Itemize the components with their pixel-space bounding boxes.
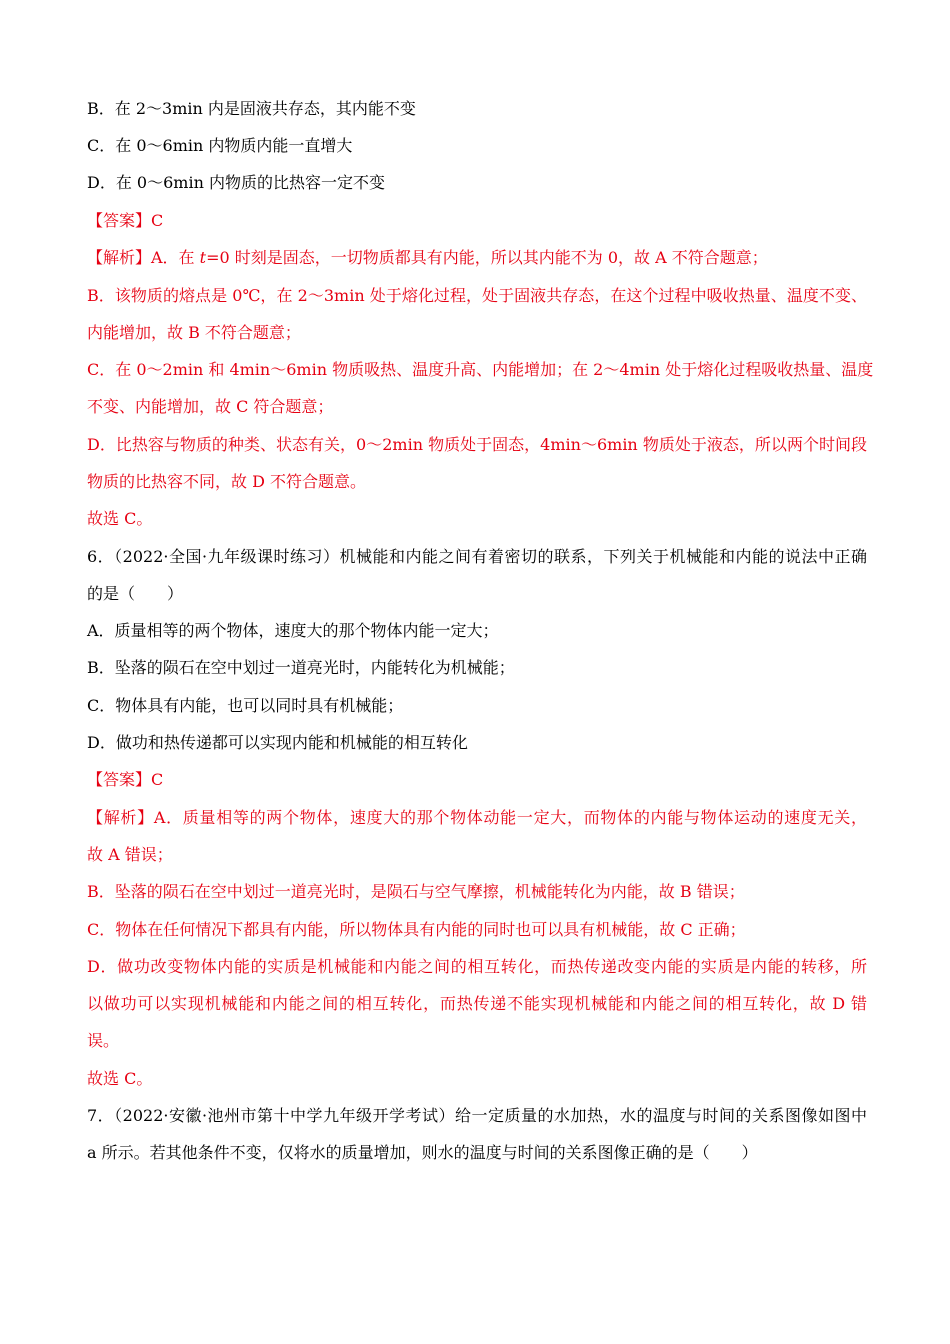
q5-analysis-line-1: [87, 248, 867, 268]
q6-analysis-line-2: 故 A 错误；: [87, 845, 173, 864]
q5-analysis-suffix: =0 时刻是固态，一切物质都具有内能，所以其内能不为 0，故 A 不符合题意；: [206, 248, 768, 267]
q5-analysis-line-2: B．该物质的熔点是 0℃，在 2～3min 处于熔化过程，处于固液共存态，在这个过程中吸收热量、温度不变、: [87, 286, 867, 305]
q5-analysis-line-3: 内能增加，故 B 不符合题意；: [87, 323, 301, 342]
q6-analysis-line-7: 误。: [87, 1031, 120, 1050]
q6-stem-line-1: 6．（2022·全国·九年级课时练习）机械能和内能之间有着密切的联系，下列关于机械能和内能的说法中正确: [87, 547, 867, 566]
q6-option-d: D．做功和热传递都可以实现内能和机械能的相互转化: [87, 733, 468, 752]
q5-option-c: C．在 0～6min 内物质内能一直增大: [87, 136, 353, 155]
q5-analysis-line-4: C．在 0～2min 和 4min～6min 物质吸热、温度升高、内能增加；在 2～4min 处于熔化过程吸收热量、温度: [87, 360, 874, 379]
q6-answer: 【答案】C: [87, 770, 164, 789]
q6-analysis-line-4: C．物体在任何情况下都具有内能，所以物体具有内能的同时也可以具有机械能，故 C 正确；: [87, 920, 746, 939]
q6-analysis-line-1: 【解析】A．质量相等的两个物体，速度大的那个物体动能一定大，而物体的内能与物体运动的速度无关，: [87, 808, 867, 827]
q5-analysis-line-5: 不变、内能增加，故 C 符合题意；: [87, 397, 334, 416]
q6-analysis-line-5: D．做功改变物体内能的实质是机械能和内能之间的相互转化，而热传递改变内能的实质是内能的转移，所: [87, 957, 867, 976]
q5-conclusion: 故选 C。: [87, 509, 153, 528]
q5-analysis-prefix: 【解析】A．在: [87, 248, 200, 267]
q5-analysis-line-7: 物质的比热容不同，故 D 不符合题意。: [87, 472, 367, 491]
q6-option-a: A．质量相等的两个物体，速度大的那个物体内能一定大；: [87, 621, 499, 640]
q5-option-b: B．在 2～3min 内是固液共存态，其内能不变: [87, 99, 416, 118]
q6-option-c: C．物体具有内能，也可以同时具有机械能；: [87, 696, 404, 715]
q5-option-d: D．在 0～6min 内物质的比热容一定不变: [87, 173, 385, 192]
q7-stem-line-2: a 所示。若其他条件不变，仅将水的质量增加，则水的温度与时间的关系图像正确的是（ ）: [87, 1143, 758, 1162]
q6-option-b: B．坠落的陨石在空中划过一道亮光时，内能转化为机械能；: [87, 658, 515, 677]
q6-conclusion: 故选 C。: [87, 1069, 153, 1088]
q6-analysis-line-6: 以做功可以实现机械能和内能之间的相互转化，而热传递不能实现机械能和内能之间的相互转化，故 D 错: [87, 994, 867, 1013]
q7-stem-line-1: 7．（2022·安徽·池州市第十中学九年级开学考试）给一定质量的水加热，水的温度与时间的关系图像如图中: [87, 1106, 867, 1125]
q6-analysis-line-3: B．坠落的陨石在空中划过一道亮光时，是陨石与空气摩擦，机械能转化为内能，故 B 错误；: [87, 882, 745, 901]
time-variable: t: [199, 248, 207, 267]
q5-analysis-line-6: D．比热容与物质的种类、状态有关，0～2min 物质处于固态，4min～6min 物质处于液态，所以两个时间段: [87, 435, 867, 454]
q6-stem-line-2: 的是（ ）: [87, 584, 184, 603]
q5-answer: 【答案】C: [87, 211, 164, 230]
